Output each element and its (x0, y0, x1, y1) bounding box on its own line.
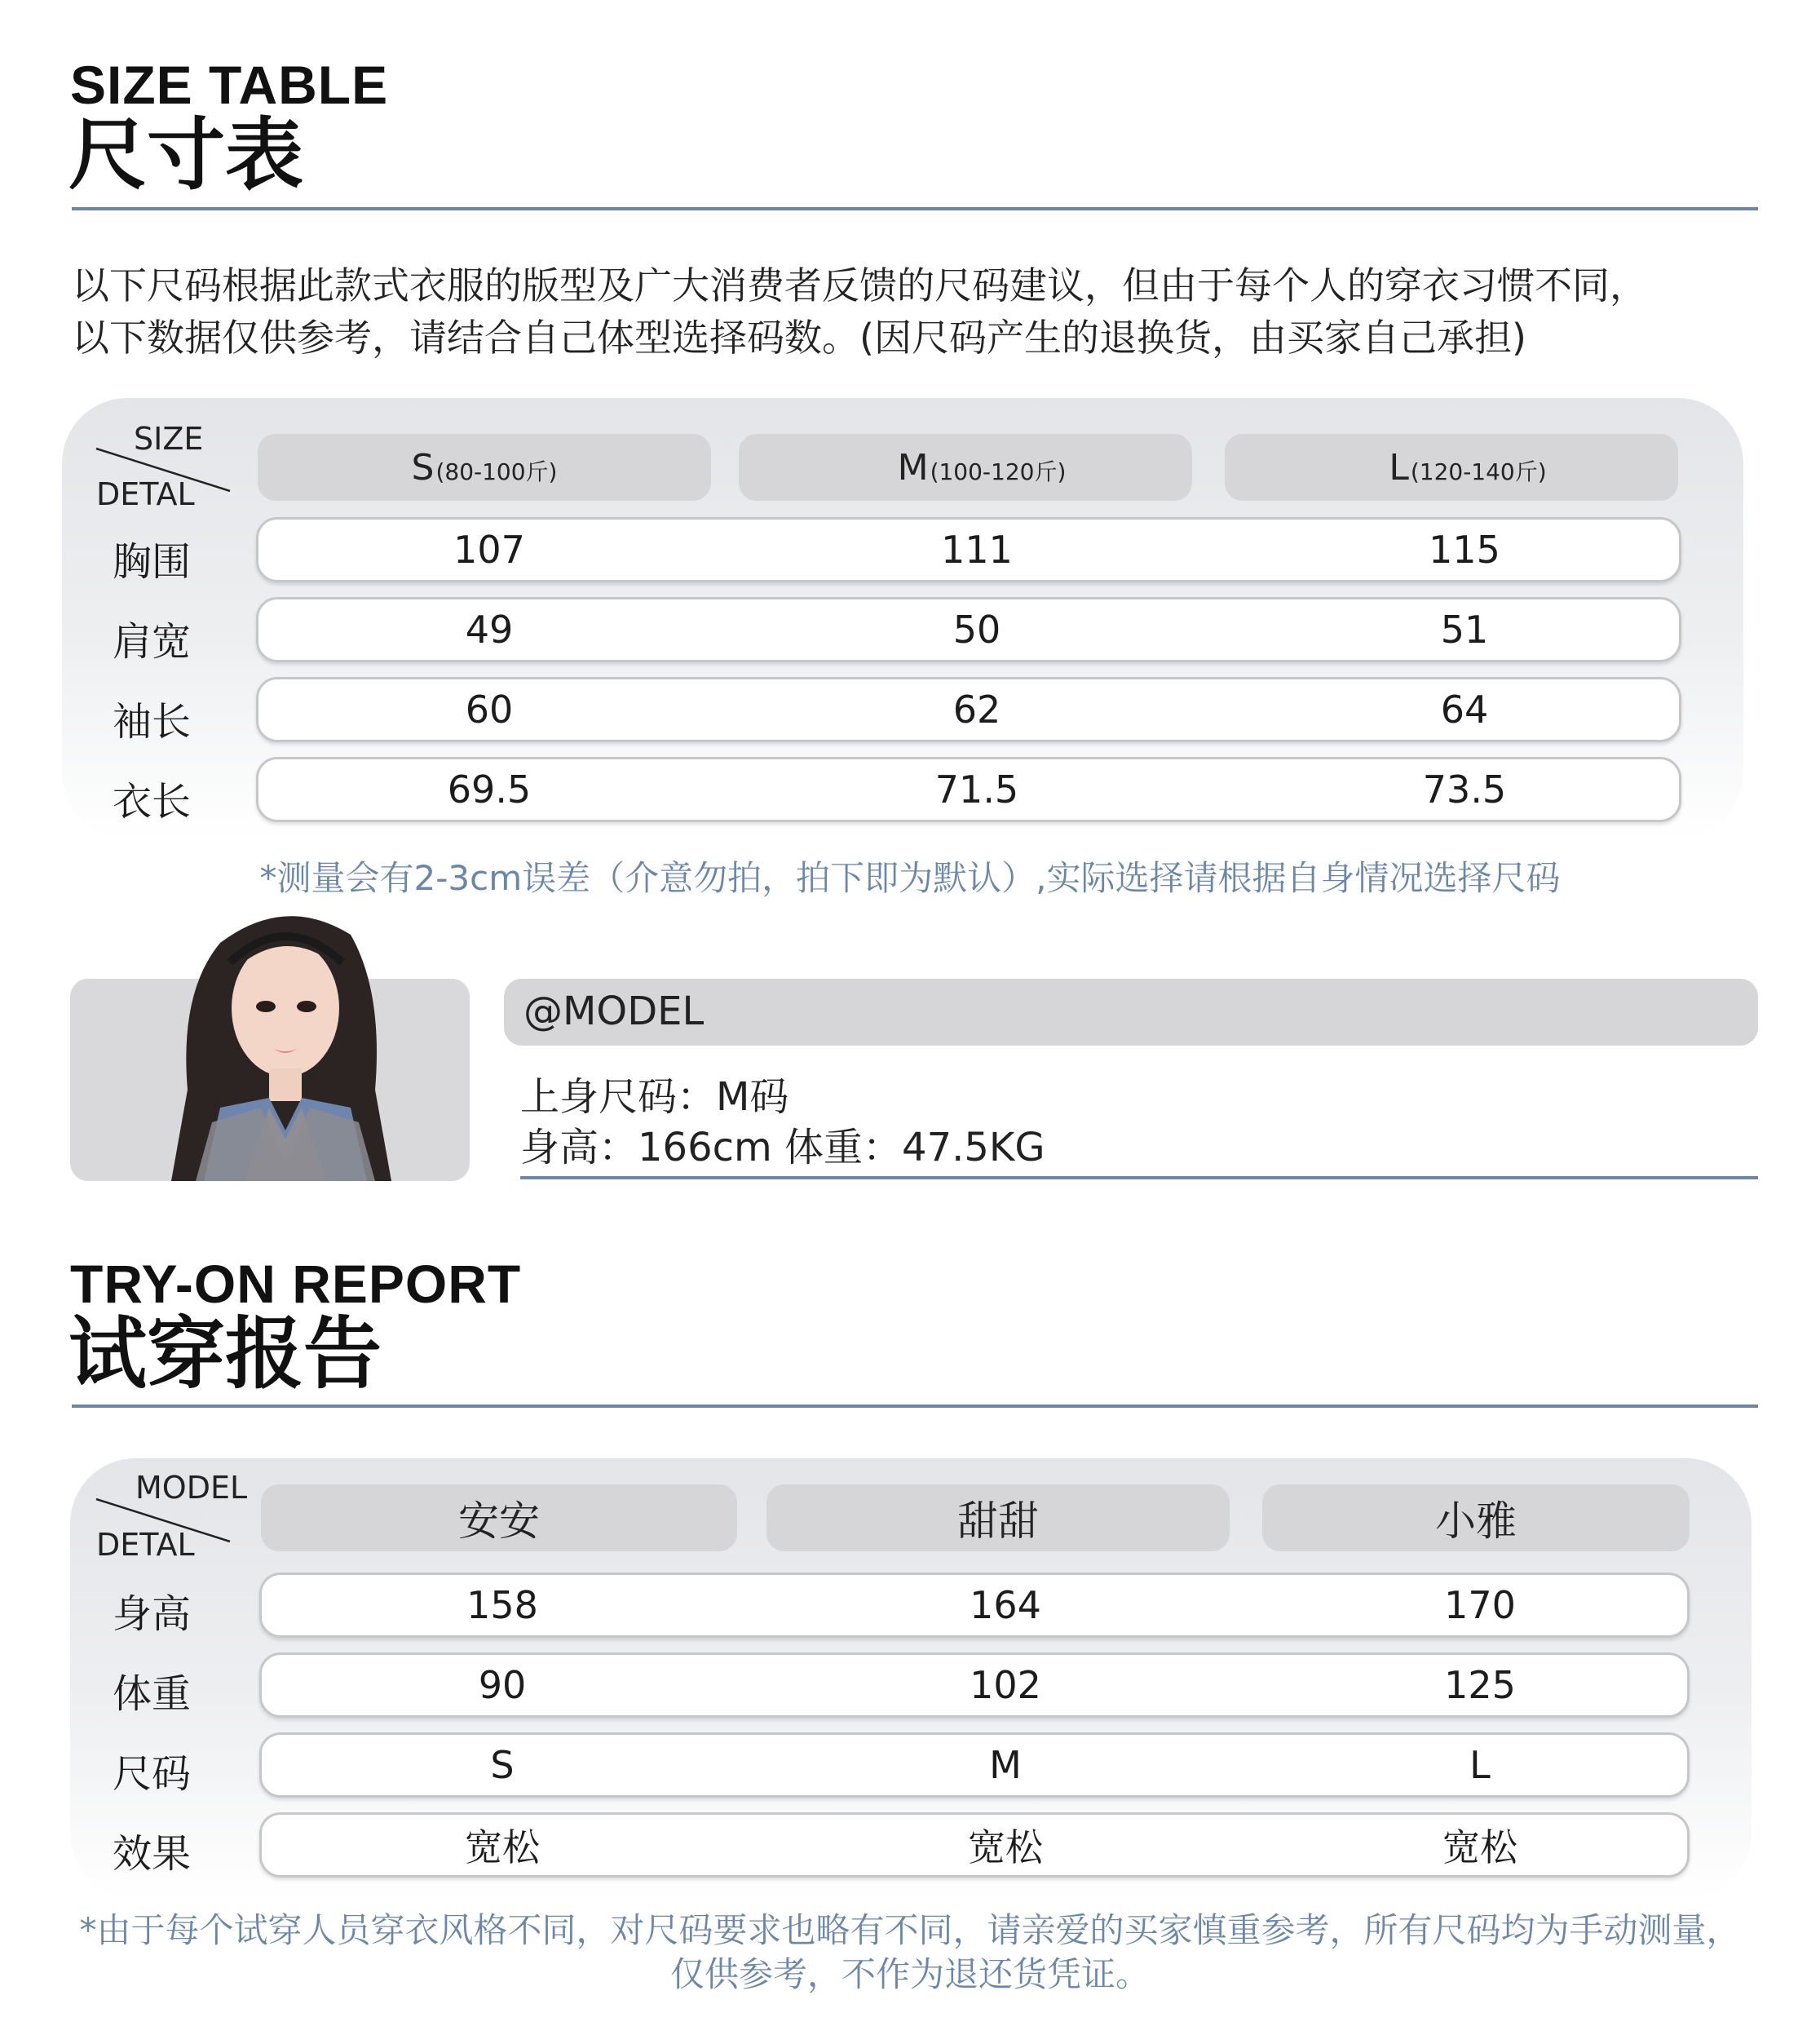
model-stats-line: 身高：166cm 体重：47.5KG (520, 1125, 1045, 1170)
table-cell: 51 (1440, 608, 1489, 652)
table-cell: 102 (970, 1663, 1041, 1707)
table-row (256, 597, 1681, 662)
table-cell: 90 (478, 1663, 527, 1707)
table-cell: 49 (465, 608, 514, 652)
table-cell: 125 (1444, 1663, 1516, 1707)
table-cell: 170 (1444, 1583, 1516, 1627)
tryon-title-en: TRY-ON REPORT (70, 1254, 522, 1314)
table-cell: 宽松 (465, 1825, 540, 1869)
row-label-sleeve: 袖长 (112, 699, 191, 745)
size-table-note: *测量会有2-3cm误差（介意勿拍，拍下即为默认）,实际选择请根据自身情况选择尺码 (259, 858, 1561, 898)
table-cell: L (1469, 1743, 1491, 1787)
model-handle-bar (504, 979, 1758, 1046)
table-cell: 107 (453, 528, 525, 572)
section-divider (72, 1404, 1758, 1408)
intro-line-2: 以下数据仅供参考，请结合自己体型选择码数。(因尺码产生的退换货，由买家自己承担) (72, 316, 1526, 360)
table-cell: 158 (466, 1583, 538, 1627)
corner-label-detail: DETAL (96, 476, 195, 512)
table-cell: 62 (952, 688, 1001, 732)
size-header-range: (100-120斤) (930, 458, 1067, 485)
size-header-s (258, 434, 711, 501)
row-label-height: 身高 (112, 1591, 191, 1637)
table-cell: 71.5 (934, 767, 1019, 812)
table-row (259, 1573, 1690, 1638)
table-row (256, 517, 1681, 582)
table-row (259, 1812, 1690, 1878)
table-cell: 164 (970, 1583, 1041, 1627)
model-divider (520, 1176, 1758, 1179)
size-table-title-cn: 尺寸表 (68, 109, 303, 201)
size-table-title-en: SIZE TABLE (70, 55, 389, 115)
table-row (259, 1732, 1690, 1798)
table-cell: 73.5 (1422, 767, 1507, 812)
section-divider (72, 207, 1758, 210)
row-label-weight: 体重 (112, 1671, 191, 1717)
model-handle: @MODEL (523, 989, 705, 1034)
tryon-note (0, 1909, 1820, 1997)
table-cell: S (490, 1743, 515, 1787)
size-header-m (739, 434, 1192, 501)
tryon-corner (90, 1466, 253, 1564)
table-cell: 64 (1440, 688, 1489, 732)
corner-label-detail: DETAL (96, 1527, 195, 1563)
tryon-header-model-2: 甜甜 (766, 1484, 1230, 1551)
intro-line-1: 以下尺码根据此款式衣服的版型及广大消费者反馈的尺码建议，但由于每个人的穿衣习惯不同， (72, 263, 1647, 307)
row-label-shoulder: 肩宽 (112, 619, 191, 665)
row-label-fit: 效果 (112, 1831, 191, 1877)
model-photo (122, 894, 448, 1181)
size-header-label: L (1389, 446, 1409, 489)
table-cell: 60 (465, 688, 514, 732)
table-cell: 111 (941, 528, 1013, 572)
tryon-note-line-1: *由于每个试穿人员穿衣风格不同，对尺码要求也略有不同，请亲爱的买家慎重参考，所有尺码均为手动测量， (79, 1910, 1741, 1950)
size-table-corner (90, 421, 236, 515)
size-header-l (1225, 434, 1678, 501)
table-row (256, 757, 1681, 822)
size-header-label: M (897, 446, 929, 489)
table-cell: 宽松 (968, 1825, 1043, 1869)
corner-label-size: SIZE (134, 421, 204, 457)
size-header-range: (80-100斤) (435, 458, 558, 485)
table-cell: M (989, 1743, 1022, 1787)
table-row (259, 1652, 1690, 1718)
corner-label-model: MODEL (135, 1470, 248, 1506)
tryon-title-cn: 试穿报告 (68, 1308, 382, 1400)
row-label-size: 尺码 (112, 1751, 191, 1797)
tryon-header-model-3: 小雅 (1262, 1484, 1690, 1551)
intro-text (72, 259, 1784, 364)
tryon-header-model-1: 安安 (261, 1484, 737, 1551)
table-cell: 69.5 (447, 767, 532, 812)
table-cell: 115 (1429, 528, 1500, 572)
table-cell: 50 (952, 608, 1001, 652)
size-header-range: (120-140斤) (1410, 458, 1547, 485)
row-label-length: 衣长 (112, 779, 191, 825)
tryon-note-line-2: 仅供参考，不作为退还货凭证。 (669, 1954, 1150, 1994)
model-size-line: 上身尺码：M码 (520, 1074, 789, 1120)
table-row (256, 677, 1681, 742)
size-header-label: S (411, 446, 435, 489)
table-cell: 宽松 (1442, 1825, 1517, 1869)
row-label-chest: 胸围 (112, 539, 191, 585)
